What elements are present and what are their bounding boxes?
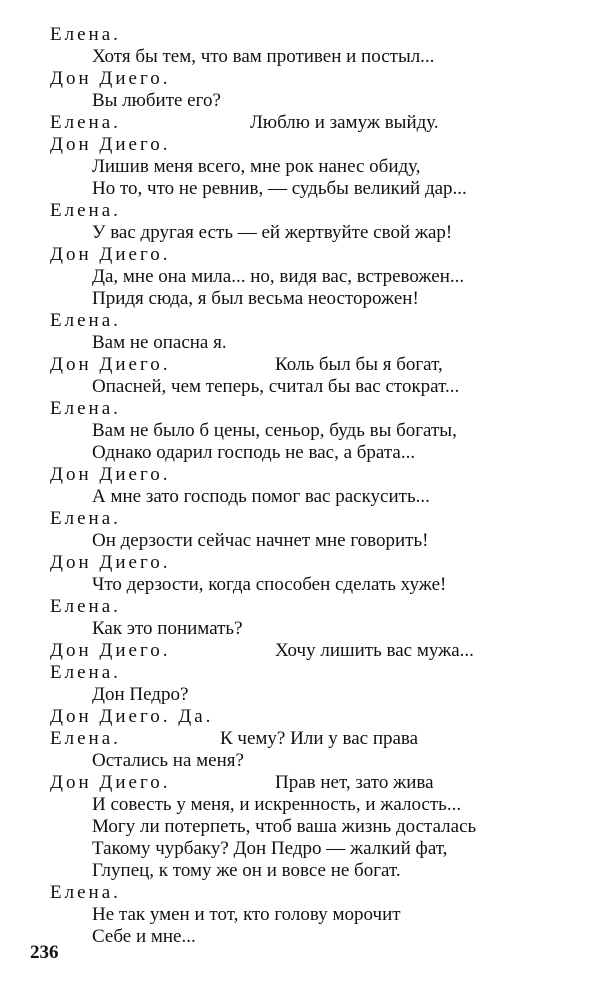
speaker-name: Дон Диего. Да. <box>50 706 214 727</box>
dialogue-line <box>50 684 570 706</box>
verse-line: Но то, что не ревнив, — судьбы великий дар... <box>92 178 467 199</box>
dialogue-line <box>50 156 570 178</box>
speaker-name: Дон Диего. <box>50 552 171 573</box>
dialogue-line <box>50 882 570 904</box>
speaker-name: Дон Диего. <box>50 134 171 155</box>
dialogue-line <box>50 662 570 684</box>
dialogue-line <box>50 90 570 112</box>
verse-line: Хотя бы тем, что вам противен и постыл... <box>92 46 435 67</box>
speaker-name: Елена. <box>50 662 121 683</box>
dialogue-line <box>50 354 570 376</box>
speaker-name: Елена. <box>50 728 121 749</box>
verse-line: Лишив меня всего, мне рок нанес обиду, <box>92 156 421 177</box>
dialogue-line <box>50 486 570 508</box>
verse-line: Вам не опасна я. <box>92 332 227 353</box>
dialogue-line <box>50 442 570 464</box>
speaker-name: Елена. <box>50 398 121 419</box>
dialogue-line <box>50 46 570 68</box>
dialogue-line <box>50 464 570 486</box>
verse-line: Себе и мне... <box>92 926 196 947</box>
speaker-name: Елена. <box>50 24 121 45</box>
verse-line: А мне зато господь помог вас раскусить... <box>92 486 430 507</box>
dialogue-line <box>50 310 570 332</box>
dialogue-line <box>50 266 570 288</box>
verse-line: Не так умен и тот, кто голову морочит <box>92 904 401 925</box>
verse-line: Дон Педро? <box>92 684 189 705</box>
speaker-name: Елена. <box>50 310 121 331</box>
dialogue-line <box>50 728 570 750</box>
dialogue-line <box>50 68 570 90</box>
speaker-name: Дон Диего. <box>50 244 171 265</box>
dialogue-line <box>50 508 570 530</box>
dialogue-line <box>50 244 570 266</box>
verse-line: К чему? Или у вас права <box>220 728 419 749</box>
dialogue-line <box>50 420 570 442</box>
speaker-name: Дон Диего. <box>50 464 171 485</box>
verse-line: Могу ли потерпеть, чтоб ваша жизнь досталась <box>92 816 477 837</box>
verse-line: Он дерзости сейчас начнет мне говорить! <box>92 530 429 551</box>
dialogue-line <box>50 772 570 794</box>
speaker-name: Елена. <box>50 200 121 221</box>
page-number: 236 <box>30 942 59 963</box>
verse-line: Однако одарил господь не вас, а брата... <box>92 442 416 463</box>
dialogue-line <box>50 640 570 662</box>
dialogue-line <box>50 112 570 134</box>
speaker-name: Дон Диего. <box>50 640 171 661</box>
speaker-name: Елена. <box>50 112 121 133</box>
speaker-name: Елена. <box>50 508 121 529</box>
verse-line: Люблю и замуж выйду. <box>250 112 439 133</box>
dialogue-line <box>50 376 570 398</box>
dialogue-line <box>50 530 570 552</box>
dialogue-line <box>50 200 570 222</box>
verse-line: Что дерзости, когда способен сделать хуже! <box>92 574 447 595</box>
dialogue-line <box>50 134 570 156</box>
dialogue-line <box>50 794 570 816</box>
verse-line: И совесть у меня, и искренность, и жалость... <box>92 794 462 815</box>
verse-line: Да, мне она мила... но, видя вас, встревожен... <box>92 266 465 287</box>
dialogue-line <box>50 398 570 420</box>
dialogue-line <box>50 288 570 310</box>
speaker-name: Елена. <box>50 882 121 903</box>
verse-line: Опасней, чем теперь, считал бы вас стократ... <box>92 376 460 397</box>
verse-line: Глупец, к тому же он и вовсе не богат. <box>92 860 401 881</box>
speaker-name: Дон Диего. <box>50 68 171 89</box>
dialogue-line <box>50 706 570 728</box>
dialogue-line <box>50 926 570 948</box>
verse-line: Такому чурбаку? Дон Педро — жалкий фат, <box>92 838 448 859</box>
dialogue-line <box>50 596 570 618</box>
dialogue-line <box>50 574 570 596</box>
verse-line: Как это понимать? <box>92 618 243 639</box>
dialogue-line <box>50 860 570 882</box>
dialogue-line <box>50 24 570 46</box>
dialogue-line <box>50 816 570 838</box>
verse-line: Вам не было б цены, сеньор, будь вы богаты, <box>92 420 457 441</box>
verse-line: Придя сюда, я был весьма неосторожен! <box>92 288 419 309</box>
verse-line: Прав нет, зато жива <box>275 772 434 793</box>
speaker-name: Дон Диего. <box>50 772 171 793</box>
speaker-name: Елена. <box>50 596 121 617</box>
dialogue-line <box>50 222 570 244</box>
dialogue-line <box>50 178 570 200</box>
dialogue-line <box>50 552 570 574</box>
dialogue-line <box>50 838 570 860</box>
dialogue-line <box>50 750 570 772</box>
verse-line: У вас другая есть — ей жертвуйте свой жар! <box>92 222 453 243</box>
dialogue-line <box>50 618 570 640</box>
speaker-name: Дон Диего. <box>50 354 171 375</box>
verse-line: Коль был бы я богат, <box>275 354 443 375</box>
verse-line: Остались на меня? <box>92 750 244 771</box>
verse-line: Хочу лишить вас мужа... <box>275 640 474 661</box>
dialogue-line <box>50 904 570 926</box>
verse-line: Вы любите его? <box>92 90 221 111</box>
dialogue-line <box>50 332 570 354</box>
play-dialogue <box>50 24 570 948</box>
